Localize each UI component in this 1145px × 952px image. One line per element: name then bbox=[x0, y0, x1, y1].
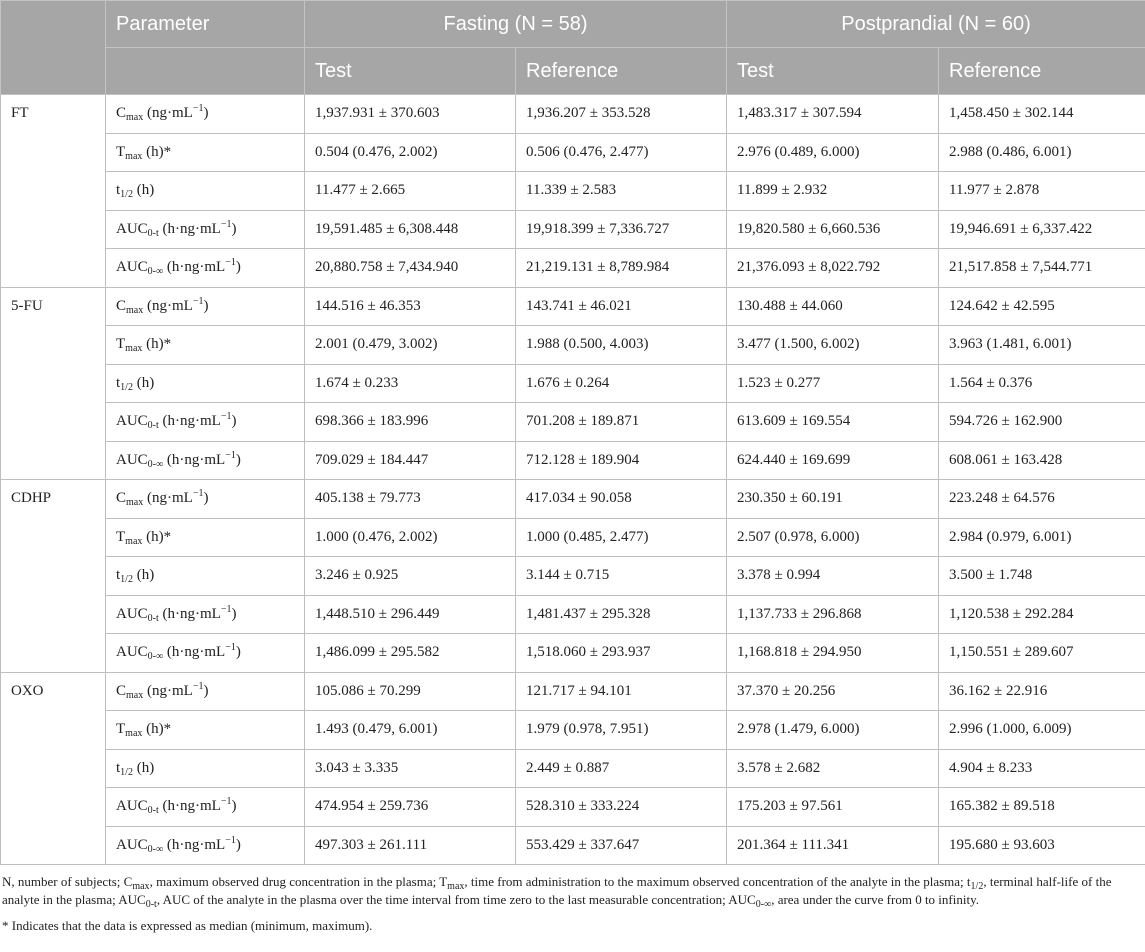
value-fasting-reference: 1,481.437 ± 295.328 bbox=[516, 595, 727, 634]
parameter-label: $t_{1/2}$ (h) bbox=[106, 749, 305, 788]
value-fasting-reference: 1.000 (0.485, 2.477) bbox=[516, 518, 727, 557]
value-postprandial-test: 11.899 ± 2.932 bbox=[727, 172, 939, 211]
header-postprandial: Postprandial (N = 60) bbox=[727, 1, 1145, 48]
value-postprandial-test: 1,137.733 ± 296.868 bbox=[727, 595, 939, 634]
table-footnotes bbox=[0, 865, 1145, 935]
value-fasting-reference: 553.429 ± 337.647 bbox=[516, 826, 727, 865]
table-row bbox=[1, 711, 1145, 750]
value-fasting-reference: 528.310 ± 333.224 bbox=[516, 788, 727, 827]
value-fasting-test: 3.043 ± 3.335 bbox=[305, 749, 516, 788]
header-row-1 bbox=[1, 1, 1145, 48]
table-row bbox=[1, 172, 1145, 211]
value-fasting-test: 1.493 (0.479, 6.001) bbox=[305, 711, 516, 750]
header-row-2 bbox=[1, 48, 1145, 95]
analyte-label: 5-FU bbox=[1, 287, 106, 480]
analyte-label: FT bbox=[1, 95, 106, 288]
value-postprandial-test: 613.609 ± 169.554 bbox=[727, 403, 939, 442]
value-fasting-reference: 2.449 ± 0.887 bbox=[516, 749, 727, 788]
table-row bbox=[1, 672, 1145, 711]
table-row bbox=[1, 557, 1145, 596]
value-postprandial-reference: 2.988 (0.486, 6.001) bbox=[939, 133, 1145, 172]
value-fasting-test: 19,591.485 ± 6,308.448 bbox=[305, 210, 516, 249]
value-postprandial-reference: 19,946.691 ± 6,337.422 bbox=[939, 210, 1145, 249]
value-fasting-reference: 701.208 ± 189.871 bbox=[516, 403, 727, 442]
table-row bbox=[1, 749, 1145, 788]
table-row bbox=[1, 364, 1145, 403]
parameter-label: $AUC_{0-\infty}$ $(h\cdot ng\cdot mL^{-1})$ bbox=[106, 441, 305, 480]
value-fasting-reference: 143.741 ± 46.021 bbox=[516, 287, 727, 326]
value-fasting-test: 3.246 ± 0.925 bbox=[305, 557, 516, 596]
parameter-label: $AUC_{0-\infty}$ $(h\cdot ng\cdot mL^{-1})$ bbox=[106, 634, 305, 673]
value-fasting-reference: 3.144 ± 0.715 bbox=[516, 557, 727, 596]
parameter-label: $t_{1/2}$ (h) bbox=[106, 557, 305, 596]
value-postprandial-reference: 11.977 ± 2.878 bbox=[939, 172, 1145, 211]
parameter-label: $T_{max}$ (h)* bbox=[106, 518, 305, 557]
value-postprandial-test: 21,376.093 ± 8,022.792 bbox=[727, 249, 939, 288]
value-fasting-test: 698.366 ± 183.996 bbox=[305, 403, 516, 442]
value-fasting-reference: 1.676 ± 0.264 bbox=[516, 364, 727, 403]
value-postprandial-reference: 1.564 ± 0.376 bbox=[939, 364, 1145, 403]
table-body bbox=[1, 95, 1145, 865]
value-postprandial-reference: 594.726 ± 162.900 bbox=[939, 403, 1145, 442]
parameter-label: $C_{max}$ $(ng\cdot mL^{-1})$ bbox=[106, 287, 305, 326]
table-row bbox=[1, 287, 1145, 326]
value-postprandial-reference: 1,458.450 ± 302.144 bbox=[939, 95, 1145, 134]
header-parameter: Parameter bbox=[106, 1, 305, 48]
analyte-label: CDHP bbox=[1, 480, 106, 673]
value-fasting-test: 1,486.099 ± 295.582 bbox=[305, 634, 516, 673]
table-header bbox=[1, 1, 1145, 95]
parameter-label: $T_{max}$ (h)* bbox=[106, 711, 305, 750]
parameter-label: $AUC_{0-\infty}$ $(h\cdot ng\cdot mL^{-1})$ bbox=[106, 249, 305, 288]
analyte-label: OXO bbox=[1, 672, 106, 865]
value-fasting-reference: 11.339 ± 2.583 bbox=[516, 172, 727, 211]
value-postprandial-reference: 1,120.538 ± 292.284 bbox=[939, 595, 1145, 634]
value-postprandial-test: 19,820.580 ± 6,660.536 bbox=[727, 210, 939, 249]
parameter-label: $T_{max}$ (h)* bbox=[106, 133, 305, 172]
table-row bbox=[1, 480, 1145, 519]
value-postprandial-reference: 165.382 ± 89.518 bbox=[939, 788, 1145, 827]
value-postprandial-reference: 3.500 ± 1.748 bbox=[939, 557, 1145, 596]
table-row bbox=[1, 826, 1145, 865]
value-postprandial-test: 1,168.818 ± 294.950 bbox=[727, 634, 939, 673]
value-postprandial-test: 624.440 ± 169.699 bbox=[727, 441, 939, 480]
value-postprandial-reference: 21,517.858 ± 7,544.771 bbox=[939, 249, 1145, 288]
value-fasting-test: 1,448.510 ± 296.449 bbox=[305, 595, 516, 634]
parameter-label: $AUC_{0-t}$ $(h\cdot ng\cdot mL^{-1})$ bbox=[106, 788, 305, 827]
table-row bbox=[1, 788, 1145, 827]
value-postprandial-test: 1,483.317 ± 307.594 bbox=[727, 95, 939, 134]
table-row bbox=[1, 595, 1145, 634]
value-fasting-test: 20,880.758 ± 7,434.940 bbox=[305, 249, 516, 288]
table-row bbox=[1, 518, 1145, 557]
value-fasting-reference: 0.506 (0.476, 2.477) bbox=[516, 133, 727, 172]
footnote-median: * Indicates that the data is expressed as median (minimum, maximum). bbox=[2, 918, 373, 933]
value-postprandial-test: 201.364 ± 111.341 bbox=[727, 826, 939, 865]
value-postprandial-reference: 195.680 ± 93.603 bbox=[939, 826, 1145, 865]
value-fasting-reference: 19,918.399 ± 7,336.727 bbox=[516, 210, 727, 249]
parameter-label: $AUC_{0-t}$ $(h\cdot ng\cdot mL^{-1})$ bbox=[106, 210, 305, 249]
value-postprandial-test: 3.477 (1.500, 6.002) bbox=[727, 326, 939, 365]
value-fasting-test: 2.001 (0.479, 3.002) bbox=[305, 326, 516, 365]
value-fasting-reference: 1.988 (0.500, 4.003) bbox=[516, 326, 727, 365]
value-postprandial-test: 37.370 ± 20.256 bbox=[727, 672, 939, 711]
value-postprandial-reference: 2.984 (0.979, 6.001) bbox=[939, 518, 1145, 557]
value-postprandial-reference: 2.996 (1.000, 6.009) bbox=[939, 711, 1145, 750]
parameter-label: $T_{max}$ (h)* bbox=[106, 326, 305, 365]
value-fasting-test: 1.000 (0.476, 2.002) bbox=[305, 518, 516, 557]
value-fasting-test: 144.516 ± 46.353 bbox=[305, 287, 516, 326]
value-postprandial-test: 175.203 ± 97.561 bbox=[727, 788, 939, 827]
value-fasting-test: 0.504 (0.476, 2.002) bbox=[305, 133, 516, 172]
value-fasting-reference: 1,936.207 ± 353.528 bbox=[516, 95, 727, 134]
value-fasting-test: 1,937.931 ± 370.603 bbox=[305, 95, 516, 134]
value-fasting-reference: 1,518.060 ± 293.937 bbox=[516, 634, 727, 673]
value-fasting-reference: 1.979 (0.978, 7.951) bbox=[516, 711, 727, 750]
value-postprandial-test: 2.978 (1.479, 6.000) bbox=[727, 711, 939, 750]
value-postprandial-reference: 4.904 ± 8.233 bbox=[939, 749, 1145, 788]
value-postprandial-reference: 608.061 ± 163.428 bbox=[939, 441, 1145, 480]
table-row bbox=[1, 133, 1145, 172]
value-postprandial-reference: 124.642 ± 42.595 bbox=[939, 287, 1145, 326]
value-fasting-test: 709.029 ± 184.447 bbox=[305, 441, 516, 480]
value-fasting-reference: 21,219.131 ± 8,789.984 bbox=[516, 249, 727, 288]
value-postprandial-test: 2.976 (0.489, 6.000) bbox=[727, 133, 939, 172]
value-fasting-test: 405.138 ± 79.773 bbox=[305, 480, 516, 519]
value-postprandial-reference: 36.162 ± 22.916 bbox=[939, 672, 1145, 711]
header-fasting-test: Test bbox=[305, 48, 516, 95]
header-parameter-sub bbox=[106, 48, 305, 95]
value-postprandial-test: 3.378 ± 0.994 bbox=[727, 557, 939, 596]
value-fasting-test: 497.303 ± 261.111 bbox=[305, 826, 516, 865]
parameter-label: $C_{max}$ $(ng\cdot mL^{-1})$ bbox=[106, 95, 305, 134]
header-postprandial-test: Test bbox=[727, 48, 939, 95]
value-fasting-test: 11.477 ± 2.665 bbox=[305, 172, 516, 211]
value-postprandial-test: 230.350 ± 60.191 bbox=[727, 480, 939, 519]
value-fasting-test: 105.086 ± 70.299 bbox=[305, 672, 516, 711]
header-fasting-reference: Reference bbox=[516, 48, 727, 95]
parameter-label: $t_{1/2}$ (h) bbox=[106, 172, 305, 211]
table-row bbox=[1, 95, 1145, 134]
parameter-label: $C_{max}$ $(ng\cdot mL^{-1})$ bbox=[106, 672, 305, 711]
value-postprandial-test: 3.578 ± 2.682 bbox=[727, 749, 939, 788]
value-fasting-test: 1.674 ± 0.233 bbox=[305, 364, 516, 403]
parameter-label: $C_{max}$ $(ng\cdot mL^{-1})$ bbox=[106, 480, 305, 519]
value-fasting-reference: 712.128 ± 189.904 bbox=[516, 441, 727, 480]
parameter-label: $t_{1/2}$ (h) bbox=[106, 364, 305, 403]
value-postprandial-test: 1.523 ± 0.277 bbox=[727, 364, 939, 403]
header-postprandial-reference: Reference bbox=[939, 48, 1145, 95]
value-postprandial-reference: 223.248 ± 64.576 bbox=[939, 480, 1145, 519]
value-postprandial-test: 2.507 (0.978, 6.000) bbox=[727, 518, 939, 557]
footnote-abbreviations: N, number of subjects; $C_{max}$, maximum observed drug concentration in the plasma; $T_{max}$, time from administration to the maximum observed concentration of the analyte in the plasma; $t_{1/2}$, terminal half-life of the analyte in the plasma; $AUC_{0-t}$, AUC of the analyte in the plasma over the time interval from time zero to the last measurable concentration; $AUC_{0-\infty}$, area under the curve from 0 to infinity. bbox=[2, 874, 1112, 910]
table-row bbox=[1, 326, 1145, 365]
value-fasting-test: 474.954 ± 259.736 bbox=[305, 788, 516, 827]
table-row bbox=[1, 249, 1145, 288]
header-blank bbox=[1, 1, 106, 95]
value-postprandial-reference: 1,150.551 ± 289.607 bbox=[939, 634, 1145, 673]
parameter-label: $AUC_{0-t}$ $(h\cdot ng\cdot mL^{-1})$ bbox=[106, 403, 305, 442]
table-row bbox=[1, 403, 1145, 442]
header-fasting: Fasting (N = 58) bbox=[305, 1, 727, 48]
value-fasting-reference: 121.717 ± 94.101 bbox=[516, 672, 727, 711]
value-postprandial-test: 130.488 ± 44.060 bbox=[727, 287, 939, 326]
table-row bbox=[1, 634, 1145, 673]
parameter-label: $AUC_{0-\infty}$ $(h\cdot ng\cdot mL^{-1})$ bbox=[106, 826, 305, 865]
parameter-label: $AUC_{0-t}$ $(h\cdot ng\cdot mL^{-1})$ bbox=[106, 595, 305, 634]
table-row bbox=[1, 441, 1145, 480]
table-row bbox=[1, 210, 1145, 249]
value-postprandial-reference: 3.963 (1.481, 6.001) bbox=[939, 326, 1145, 365]
value-fasting-reference: 417.034 ± 90.058 bbox=[516, 480, 727, 519]
